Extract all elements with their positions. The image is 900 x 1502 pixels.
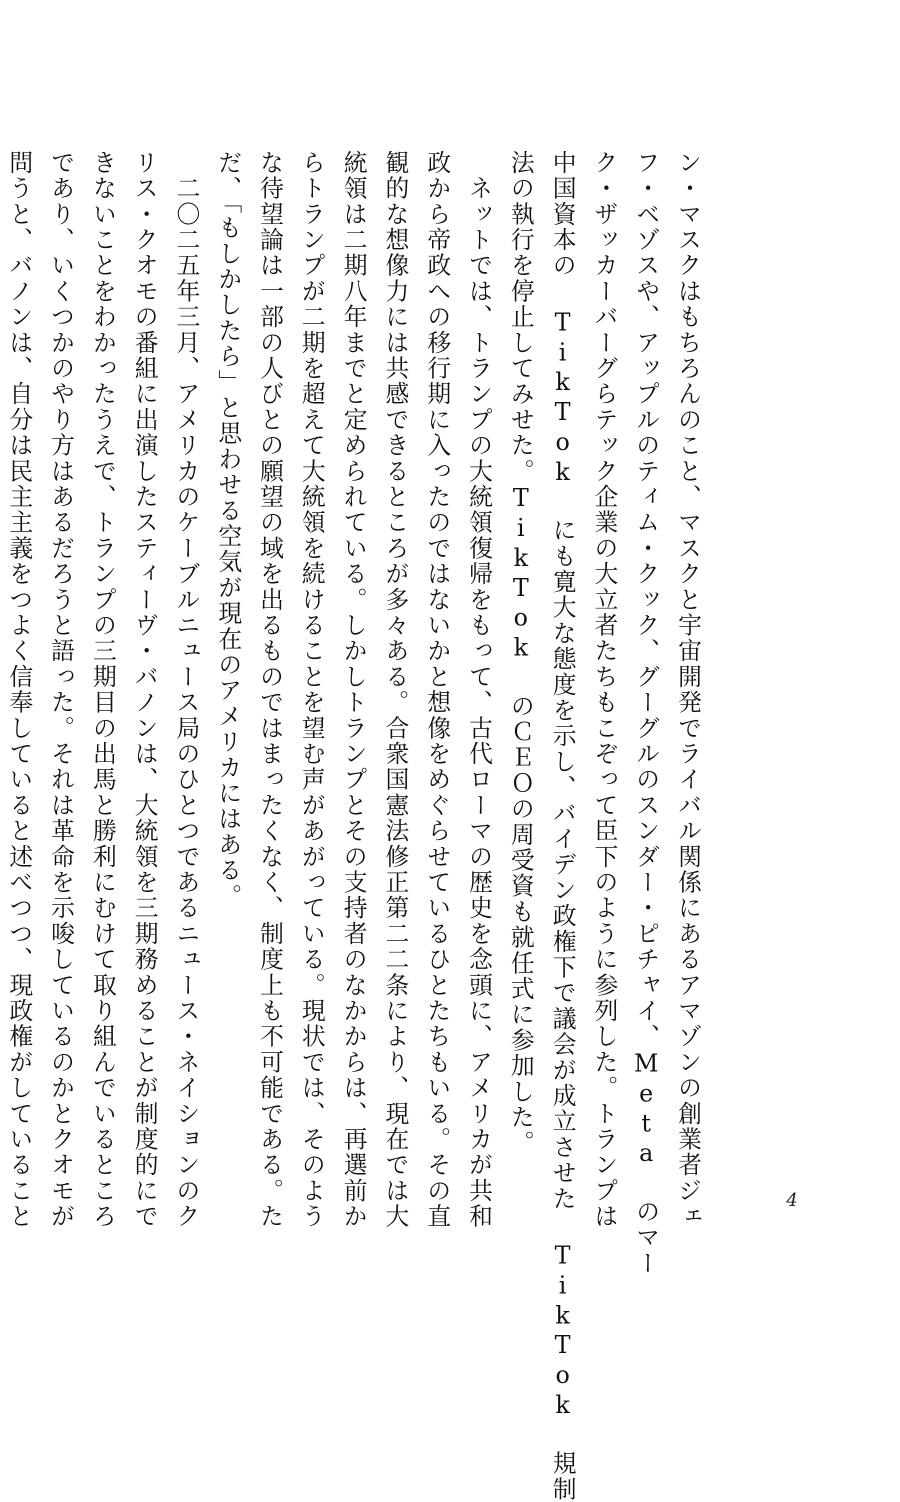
text-column: きないことをわかったうえで、トランプの三期目の出馬と勝利にむけて取り組んでいるところ bbox=[88, 150, 117, 1230]
text-column: 問うと、バノンは、自分は民主主義をつよく信奉していると述べつつ、現政権がしていること bbox=[5, 150, 34, 1230]
text-column: な待望論は一部の人びとの願望の域を出るものではまったくなく、制度上も不可能である。た bbox=[256, 150, 285, 1230]
text-column: らトランプが二期を超えて大統領を続けることを望む声があがっている。現状では、そのよう bbox=[297, 150, 326, 1230]
vertical-text-body bbox=[5, 150, 708, 1502]
text-column: ネットでは、トランプの大統領復帰をもって、古代ローマの歴史を念頭に、アメリカが共和 bbox=[465, 150, 494, 1230]
text-column: リス・クオモの番組に出演したスティーヴ・バノンは、大統領を三期務めることが制度的にで bbox=[130, 150, 159, 1230]
text-column: 政から帝政への移行期に入ったのではないかと想像をめぐらせているひとたちもいる。その直 bbox=[423, 150, 452, 1230]
text-column: 法の執行を停止してみせた。TikTok のＣＥＯの周受資も就任式に参加した。 bbox=[506, 150, 535, 1156]
text-column: 観的な想像力には共感できるところが多々ある。合衆国憲法修正第二二条により、現在では大 bbox=[381, 150, 410, 1230]
text-column: フ・ベゾスや、アップルのティム・クック、グーグルのスンダー・ピチャイ、Meta のマー bbox=[632, 150, 661, 1277]
text-column: 二〇二五年三月、アメリカのケーブルニュース局のひとつであるニュース・ネイションのク bbox=[172, 150, 201, 1230]
text-column: ク・ザッカーバーグらテック企業の大立者たちもこぞって臣下のように参列した。トランプは bbox=[590, 150, 619, 1230]
page-number: 4 bbox=[786, 1190, 798, 1211]
text-column: だ、「もしかしたら」と思わせる空気が現在のアメリカにはある。 bbox=[214, 150, 243, 910]
text-column: 中国資本の TikTok にも寛大な態度を示し、バイデン政権下で議会が成立させた TikTok 規制 bbox=[548, 150, 577, 1502]
text-column: 統領は二期八年までと定められている。しかしトランプとその支持者のなかからは、再選前か bbox=[339, 150, 368, 1230]
text-column: ン・マスクはもちろんのこと、マスクと宇宙開発でライバル関係にあるアマゾンの創業者ジェ bbox=[674, 150, 702, 1230]
text-column: であり、いくつかのやり方はあるだろうと語った。それは革命を示唆しているのかとクオモが bbox=[47, 150, 76, 1230]
